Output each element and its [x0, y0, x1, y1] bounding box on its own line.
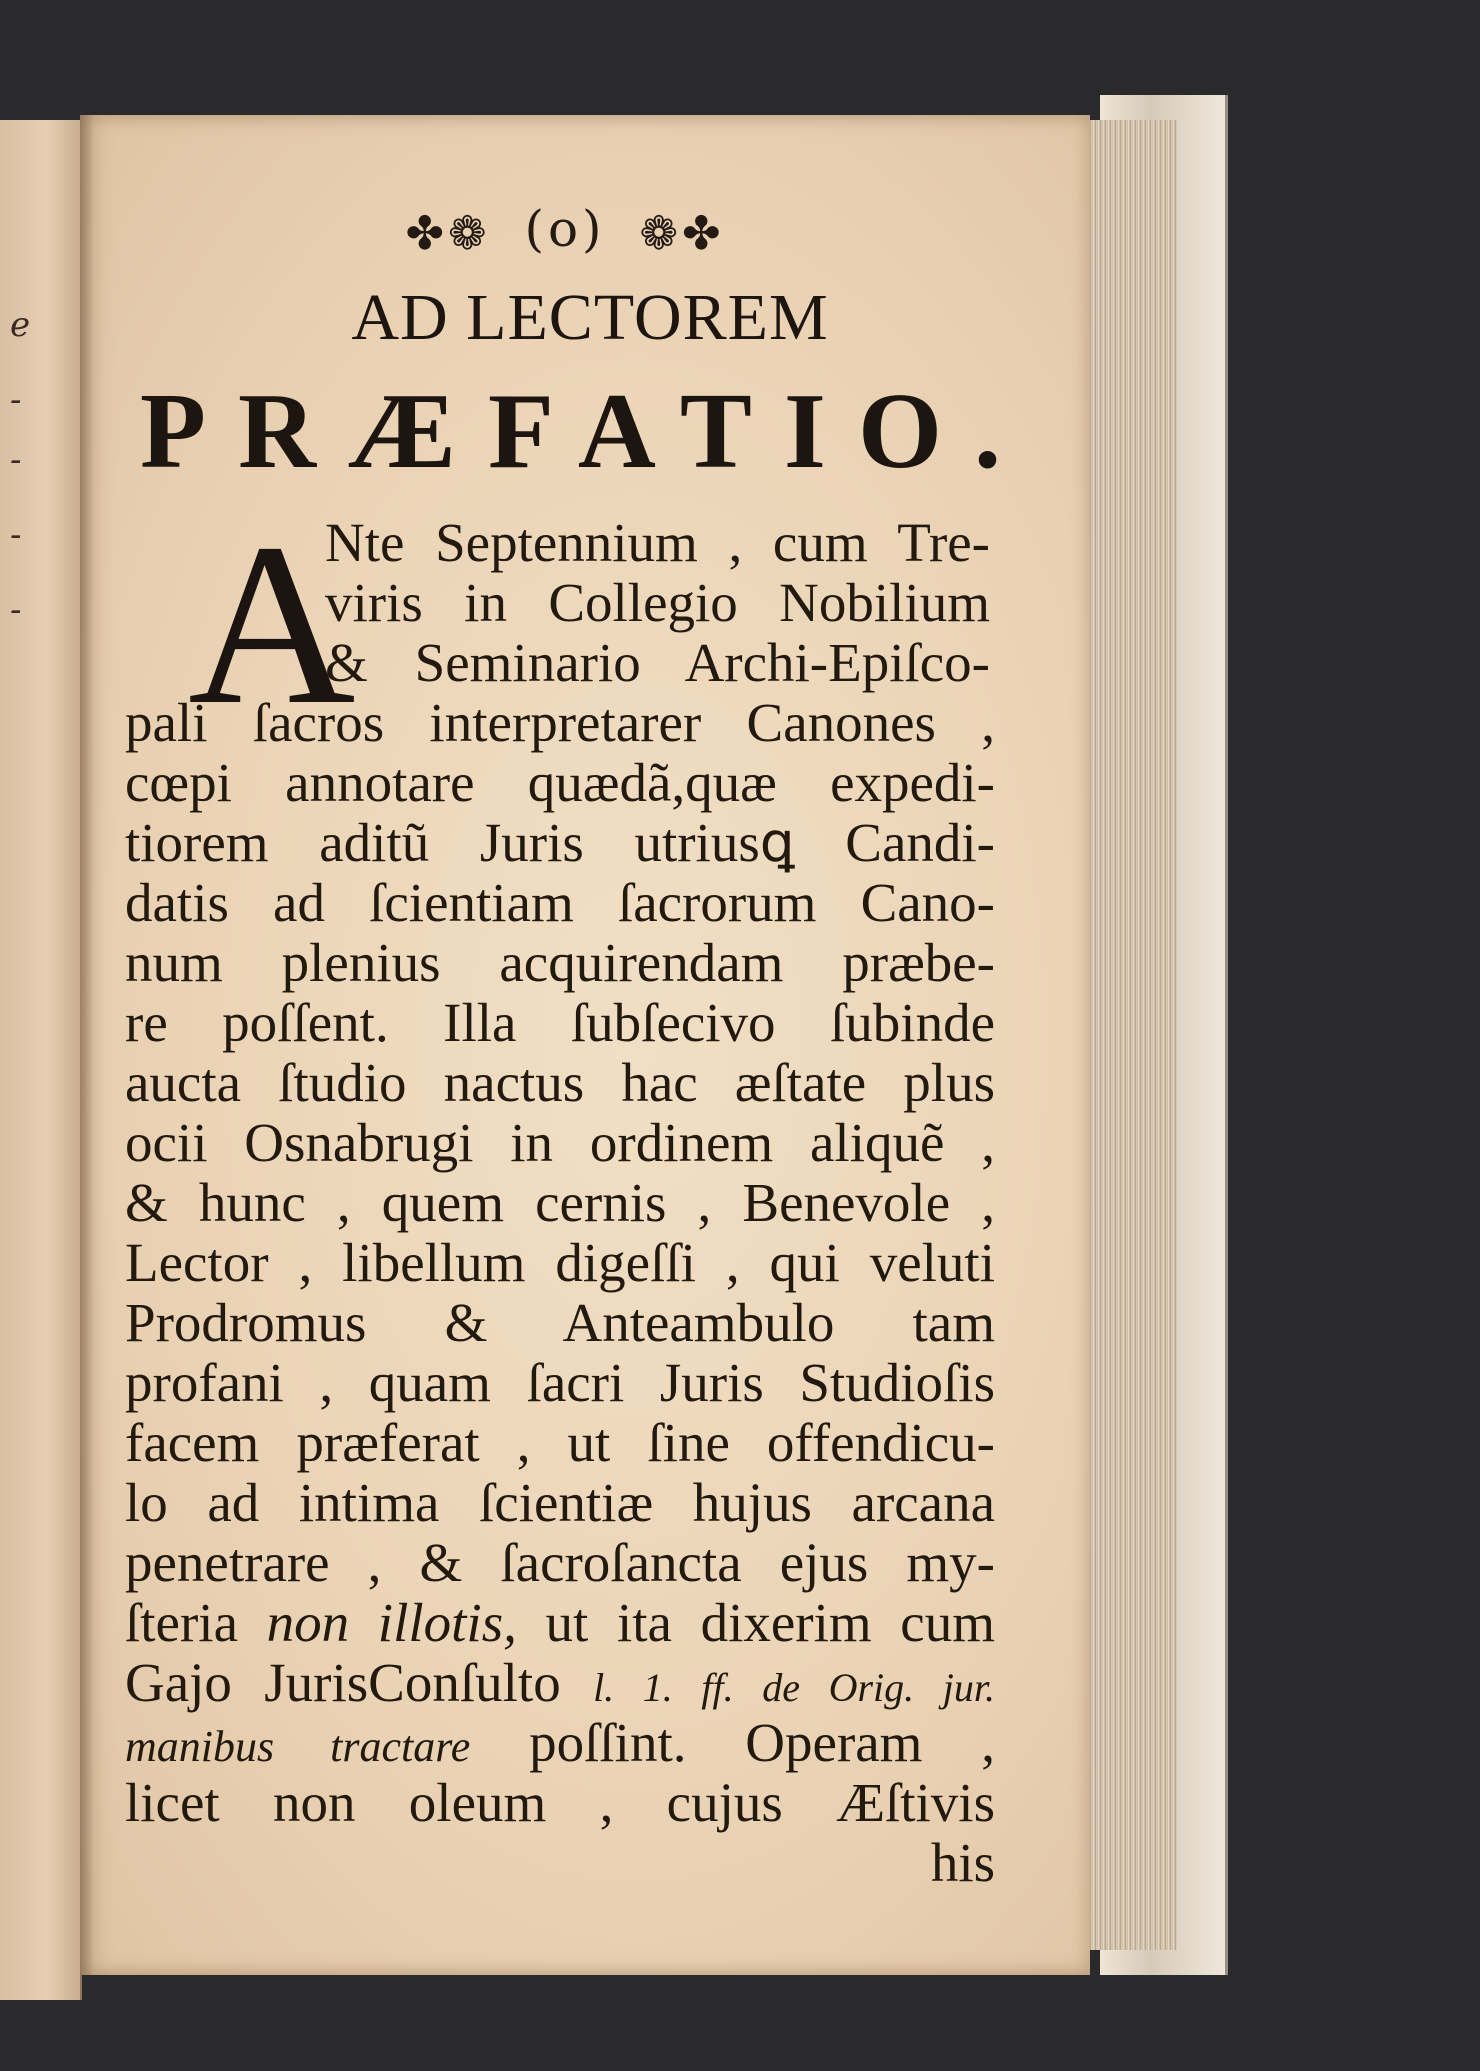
text-line: profani , quam ſacri Juris Studioſis — [125, 1352, 995, 1413]
page-marker: (o) — [524, 200, 606, 258]
text-line: Lector , libellum digeſſi , qui veluti — [125, 1232, 995, 1293]
text-line: datis ad ſcientiam ſacrorum Cano- — [125, 872, 995, 933]
text-line: licet non oleum , cujus Æſtivis — [125, 1772, 995, 1833]
text-line: Prodromus & Anteambulo tam — [125, 1292, 995, 1353]
legal-reference: l. 1. ff. de Orig. jur. — [593, 1665, 996, 1710]
text-line: penetrare , & ſacroſancta ejus my- — [125, 1532, 995, 1593]
right-ornament-icon: ❁✤ — [639, 206, 725, 260]
text-line — [125, 1653, 995, 1718]
book-page — [80, 115, 1090, 1975]
left-page-fragment: - — [10, 380, 22, 420]
page-header — [330, 200, 800, 260]
title-line-2: PRÆFATIO. — [140, 372, 1033, 491]
text-line: num plenius acquirendam præbe- — [125, 932, 995, 993]
text-line: cœpi annotare quædã,quæ expedi- — [125, 752, 995, 813]
text-line: viris in Collegio Nobilium — [325, 572, 990, 633]
gutter-shadow — [80, 115, 94, 1975]
text-line: ocii Osnabrugi in ordinem aliquẽ , — [125, 1112, 995, 1173]
text-line: pali ſacros interpretarer Canones , — [125, 692, 995, 753]
text-line: aucta ſtudio nactus hac æſtate plus — [125, 1052, 995, 1113]
text-line — [125, 1713, 995, 1777]
italic-span: manibus tractare — [125, 1722, 471, 1771]
text-span: Gajo JurisConſulto — [125, 1652, 561, 1713]
text-line: & Seminario Archi-Epiſco- — [325, 632, 990, 693]
text-line: Nte Septennium , cum Tre- — [325, 512, 990, 573]
text-span: ut ita dixerim cum — [545, 1592, 995, 1653]
left-page-fragment: - — [10, 440, 22, 480]
text-span: poſſint. Operam , — [529, 1712, 996, 1773]
left-page-fragment: e — [10, 305, 31, 345]
catchword: his — [930, 1832, 995, 1893]
left-ornament-icon: ✤❁ — [405, 206, 491, 260]
text-line: lo ad intima ſcientiæ hujus arcana — [125, 1472, 995, 1533]
text-line: & hunc , quem cernis , Benevole , — [125, 1172, 995, 1233]
adjacent-left-page — [0, 120, 82, 2000]
drop-cap: A — [188, 496, 356, 753]
text-line: facem præferat , ut ſine offendicu- — [125, 1412, 995, 1473]
italic-span: non illotis, — [266, 1592, 517, 1653]
page-edges — [1085, 120, 1177, 1950]
left-page-fragment: - — [10, 590, 22, 630]
text-span: ſteria — [125, 1592, 238, 1653]
text-line: re poſſent. Illa ſubſecivo ſubinde — [125, 992, 995, 1053]
left-page-fragment: - — [10, 515, 22, 555]
text-line — [125, 1593, 995, 1653]
title-line-1: AD LECTOREM — [351, 281, 829, 354]
text-line: tiorem aditũ Juris utriusꝗ Candi- — [125, 812, 995, 873]
